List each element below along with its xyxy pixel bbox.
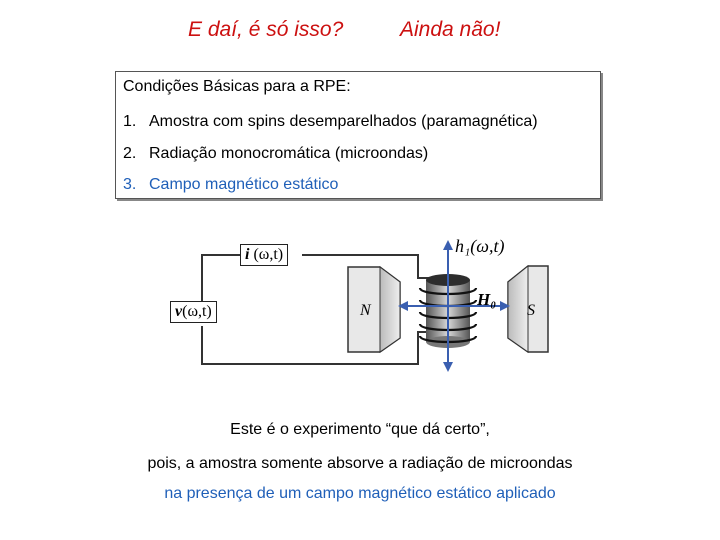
h0-field-label: H₀	[477, 290, 497, 309]
condition-number: 3.	[123, 176, 137, 193]
north-pole-label: N	[360, 302, 371, 319]
condition-number: 1.	[123, 113, 137, 130]
h1-field-label: h₁(ω,t)	[455, 236, 505, 256]
condition-text: Amostra com spins desemparelhados (paramagnética)	[149, 113, 538, 130]
caption-line-3: na presença de um campo magnético estático aplicado	[164, 485, 556, 502]
voltage-label: v(ω,t)	[170, 301, 217, 323]
current-label: i (ω,t)	[240, 244, 288, 266]
south-pole-label: S	[527, 302, 535, 319]
title-answer: Ainda não!	[400, 18, 501, 41]
condition-text: Campo magnético estático	[149, 176, 339, 193]
title-question: E daí, é só isso?	[188, 18, 344, 41]
conditions-heading: Condições Básicas para a RPE:	[123, 78, 351, 95]
condition-number: 2.	[123, 145, 137, 162]
magnet-north-pole	[348, 267, 400, 352]
caption-line-2: pois, a amostra somente absorve a radiação de microondas	[147, 455, 573, 472]
caption-line-1: Este é o experimento “que dá certo”,	[230, 421, 490, 438]
condition-text: Radiação monocromática (microondas)	[149, 145, 429, 162]
